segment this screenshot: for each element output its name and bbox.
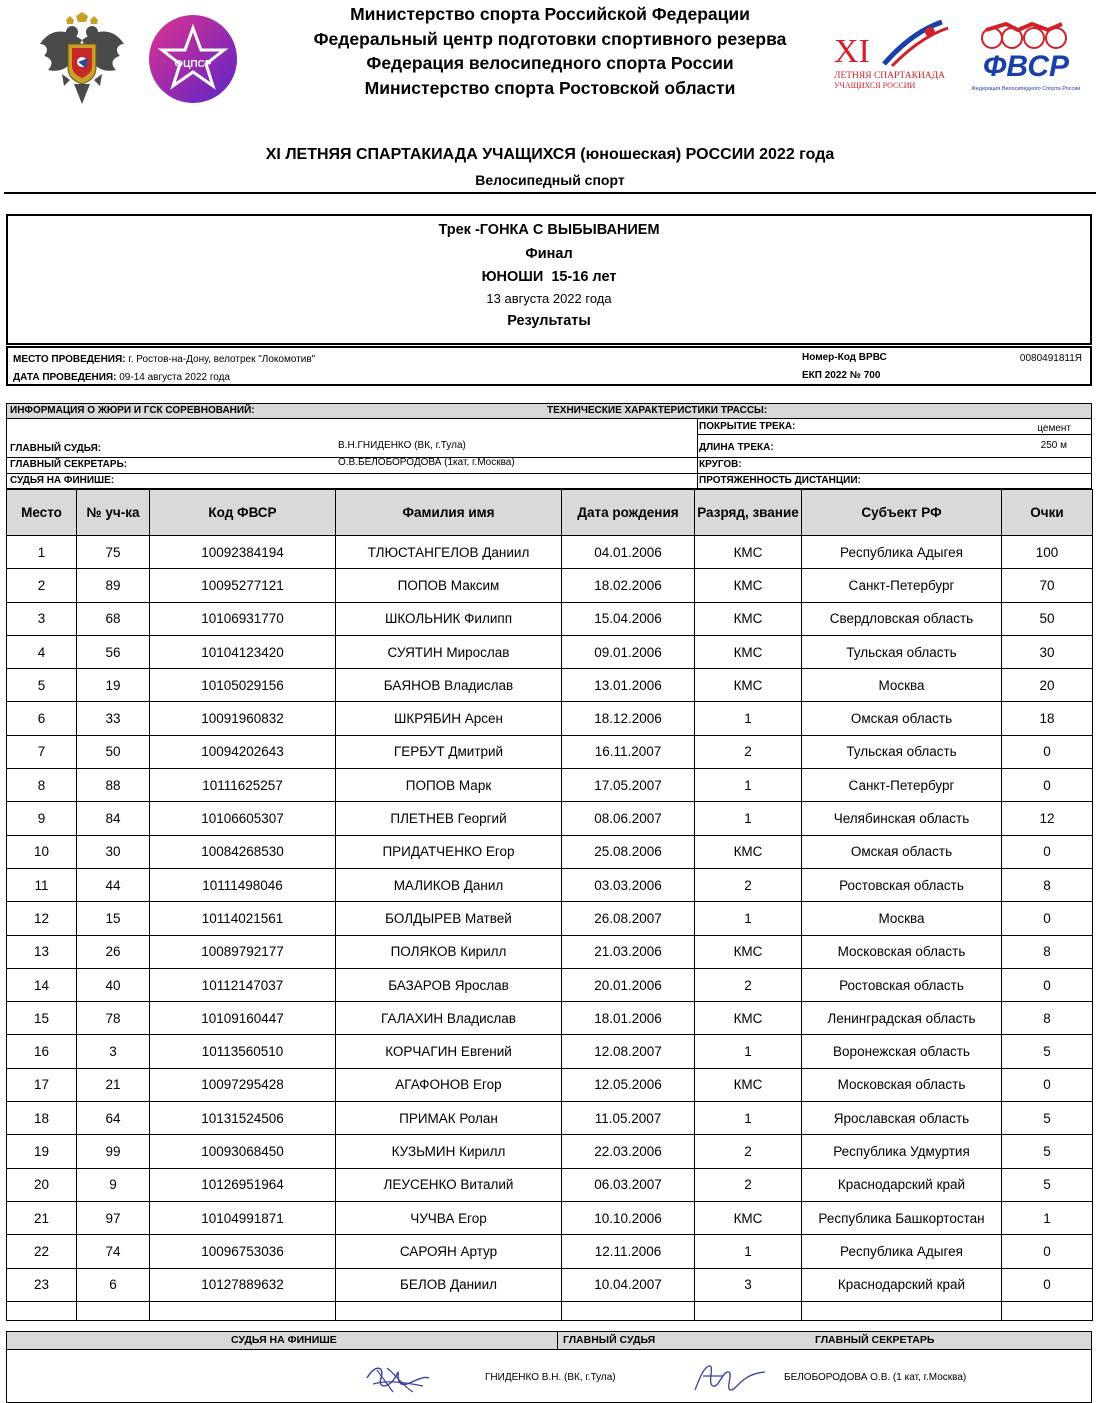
venue-date-label: ДАТА ПРОВЕДЕНИЯ: [13,372,117,383]
organizers [270,2,830,100]
cell-rank: 1 [695,1235,802,1268]
cell-full-name: БАЗАРОВ Ярослав [336,968,562,1001]
cell-fvsr-code: 10093068450 [150,1135,336,1168]
cell-fvsr-code: 10112147037 [150,968,336,1001]
track-header: ТЕХНИЧЕСКИЕ ХАРАКТЕРИСТИКИ ТРАССЫ: [547,405,768,416]
chief-secretary-signature [689,1360,769,1396]
cell-points: 30 [1002,635,1093,668]
empty-cell [336,1301,562,1320]
header-divider [4,192,1096,194]
cell-fvsr-code: 10092384194 [150,536,336,569]
jury-header: ИНФОРМАЦИЯ О ЖЮРИ И ГСК СОРЕВНОВАНИЙ: [10,405,255,416]
cell-full-name: БАЯНОВ Владислав [336,669,562,702]
cell-points: 20 [1002,669,1093,702]
table-row [7,1102,1093,1135]
cell-place: 4 [7,635,77,668]
cell-rank: 3 [695,1268,802,1301]
cell-region: Ярославская область [802,1102,1002,1135]
table-header-row [7,490,1093,536]
cell-bib: 99 [77,1135,150,1168]
empty-cell [77,1301,150,1320]
cell-full-name: БЕЛОВ Даниил [336,1268,562,1301]
cell-full-name: ШКРЯБИН Арсен [336,702,562,735]
cell-fvsr-code: 10114021561 [150,902,336,935]
fvsr-logo-caption: Федерация Велосипедного Спорта России [971,86,1081,92]
cell-region: Московская область [802,935,1002,968]
cell-fvsr-code: 10109160447 [150,1002,336,1035]
empty-cell [1002,1301,1093,1320]
cell-region: Санкт-Петербург [802,769,1002,802]
venue-place-label: МЕСТО ПРОВЕДЕНИЯ: [13,354,126,365]
chief-secretary-label: ГЛАВНЫЙ СЕКРЕТАРЬ: [10,459,128,470]
cell-full-name: ЛЕУСЕНКО Виталий [336,1168,562,1201]
table-row [7,569,1093,602]
cell-rank: КМС [695,669,802,702]
cell-region: Московская область [802,1068,1002,1101]
table-row [7,802,1093,835]
cell-points: 100 [1002,536,1093,569]
cell-bib: 84 [77,802,150,835]
cell-place: 6 [7,702,77,735]
cell-region: Республика Удмуртия [802,1135,1002,1168]
table-row [7,835,1093,868]
discipline-title: Трек -ГОНКА С ВЫБЫВАНИЕМ [438,222,660,238]
table-row [7,635,1093,668]
cell-bib: 89 [77,569,150,602]
spartakiada-logo-line1: ЛЕТНЯЯ СПАРТАКИАДА [834,71,946,81]
cell-bib: 74 [77,1235,150,1268]
cell-region: Омская область [802,702,1002,735]
cell-bib: 33 [77,702,150,735]
cell-birth-date: 10.04.2007 [562,1268,695,1301]
chief-judge-name: ГНИДЕНКО В.Н. (ВК, г.Тула) [485,1372,616,1383]
table-row [7,1201,1093,1234]
cell-rank: КМС [695,935,802,968]
cell-full-name: ПОПОВ Марк [336,769,562,802]
results-table [6,489,1093,1321]
cell-fvsr-code: 10131524506 [150,1102,336,1135]
cell-birth-date: 11.05.2007 [562,1102,695,1135]
cell-place: 2 [7,569,77,602]
cell-region: Республика Адыгея [802,536,1002,569]
cell-bib: 56 [77,635,150,668]
chief-secretary-value: О.В.БЕЛОБОРОДОВА (1кат, г.Москва) [338,457,515,468]
cell-points: 0 [1002,1235,1093,1268]
cell-bib: 50 [77,735,150,768]
cell-fvsr-code: 10113560510 [150,1035,336,1068]
info-line [7,473,1091,474]
ekp-label: ЕКП 2022 № 700 [802,370,881,381]
cell-birth-date: 03.03.2006 [562,868,695,901]
venue-place [13,354,315,365]
cell-place: 18 [7,1102,77,1135]
cell-points: 1 [1002,1201,1093,1234]
cell-points: 8 [1002,1002,1093,1035]
table-row [7,868,1093,901]
cell-place: 16 [7,1035,77,1068]
cell-points: 0 [1002,835,1093,868]
cell-points: 5 [1002,1135,1093,1168]
table-row [7,536,1093,569]
table-row [7,1135,1093,1168]
cell-fvsr-code: 10111625257 [150,769,336,802]
cell-birth-date: 22.03.2006 [562,1135,695,1168]
cell-region: Тульская область [802,735,1002,768]
cell-region: Краснодарский край [802,1268,1002,1301]
cell-birth-date: 17.05.2007 [562,769,695,802]
cell-bib: 75 [77,536,150,569]
column-header-points: Очки [1002,490,1093,536]
cell-full-name: ГАЛАХИН Владислав [336,1002,562,1035]
spartakiada-logo-roman: XI [834,33,870,70]
cell-full-name: СУЯТИН Мирослав [336,635,562,668]
cell-place: 1 [7,536,77,569]
laps-label: КРУГОВ: [699,459,742,470]
cell-rank: 1 [695,902,802,935]
finish-judge-label: СУДЬЯ НА ФИНИШЕ: [10,475,115,486]
cell-birth-date: 18.12.2006 [562,702,695,735]
cell-full-name: ПРИМАК Ролан [336,1102,562,1135]
signature-block [6,1331,1092,1403]
cell-fvsr-code: 10127889632 [150,1268,336,1301]
cell-birth-date: 13.01.2006 [562,669,695,702]
cell-rank: 2 [695,1168,802,1201]
cell-rank: 2 [695,868,802,901]
cell-region: Омская область [802,835,1002,868]
cell-region: Республика Башкортостан [802,1201,1002,1234]
cell-points: 70 [1002,569,1093,602]
column-header-rank: Разряд, звание [695,490,802,536]
cell-region: Краснодарский край [802,1168,1002,1201]
cell-points: 0 [1002,968,1093,1001]
spartakiada-logo [832,18,958,94]
cell-rank: КМС [695,1068,802,1101]
fvsr-logo [962,20,1090,96]
cell-rank: КМС [695,602,802,635]
table-row [7,935,1093,968]
cell-points: 5 [1002,1168,1093,1201]
chief-secretary-name: БЕЛОБОРОДОВА О.В. (1 кат, г.Москва) [784,1372,967,1383]
cell-fvsr-code: 10096753036 [150,1235,336,1268]
cell-place: 23 [7,1268,77,1301]
cell-bib: 26 [77,935,150,968]
cell-place: 7 [7,735,77,768]
cell-region: Республика Адыгея [802,1235,1002,1268]
cell-bib: 21 [77,1068,150,1101]
cell-region: Москва [802,669,1002,702]
cell-birth-date: 18.02.2006 [562,569,695,602]
cell-birth-date: 09.01.2006 [562,635,695,668]
table-row [7,669,1093,702]
cell-bib: 44 [77,868,150,901]
cell-place: 3 [7,602,77,635]
venue-date [13,372,230,383]
category-title: ЮНОШИ 15-16 лет [481,269,617,285]
length-value: 250 м [1040,440,1067,451]
cell-full-name: ПОПОВ Максим [336,569,562,602]
cell-region: Москва [802,902,1002,935]
cell-points: 5 [1002,1035,1093,1068]
table-row [7,1002,1093,1035]
table-row [7,735,1093,768]
cell-fvsr-code: 10111498046 [150,868,336,901]
cell-rank: КМС [695,569,802,602]
cell-birth-date: 12.05.2006 [562,1068,695,1101]
stage-title: Финал [525,246,573,262]
cell-region: Свердловская область [802,602,1002,635]
cell-rank: КМС [695,536,802,569]
cell-points: 8 [1002,935,1093,968]
cell-bib: 40 [77,968,150,1001]
cell-place: 22 [7,1235,77,1268]
column-header-fvsr-code: Код ФВСР [150,490,336,536]
table-row [7,1168,1093,1201]
table-row [7,1035,1093,1068]
cell-region: Ростовская область [802,968,1002,1001]
cell-fvsr-code: 10126951964 [150,1168,336,1201]
surface-label: ПОКРЫТИЕ ТРЕКА: [699,421,796,432]
cell-bib: 19 [77,669,150,702]
cell-place: 13 [7,935,77,968]
spartakiada-logo-line2: УЧАЩИХСЯ РОССИИ [834,81,916,90]
empty-cell [562,1301,695,1320]
cell-rank: 1 [695,769,802,802]
table-row [7,968,1093,1001]
cell-region: Санкт-Петербург [802,569,1002,602]
cell-birth-date: 04.01.2006 [562,536,695,569]
cell-points: 12 [1002,802,1093,835]
cell-place: 12 [7,902,77,935]
cell-points: 5 [1002,1102,1093,1135]
column-header-full-name: Фамилия имя [336,490,562,536]
event-title: XI ЛЕТНЯЯ СПАРТАКИАДА УЧАЩИХСЯ (юношеская) РОССИИ 2022 года [265,146,835,163]
cell-place: 10 [7,835,77,868]
cell-region: Ленинградская область [802,1002,1002,1035]
cell-full-name: АГАФОНОВ Егор [336,1068,562,1101]
table-row [7,1235,1093,1268]
cell-full-name: ПЛЕТНЕВ Георгий [336,802,562,835]
surface-value: цемент [1037,423,1071,434]
cell-fvsr-code: 10084268530 [150,835,336,868]
cell-fvsr-code: 10104991871 [150,1201,336,1234]
table-row [7,902,1093,935]
cell-points: 8 [1002,868,1093,901]
empty-cell [802,1301,1002,1320]
jury-track-info [6,403,1092,489]
cell-fvsr-code: 10091960832 [150,702,336,735]
cell-rank: КМС [695,635,802,668]
chief-secretary-sign-label: ГЛАВНЫЙ СЕКРЕТАРЬ [815,1334,935,1346]
cell-birth-date: 15.04.2006 [562,602,695,635]
cell-bib: 15 [77,902,150,935]
org-line-4: Министерство спорта Ростовской области [364,77,736,98]
cell-place: 14 [7,968,77,1001]
cell-points: 18 [1002,702,1093,735]
org-line-2: Федеральный центр подготовки спортивного резерва [313,28,787,49]
cell-fvsr-code: 10089792177 [150,935,336,968]
table-row [7,1068,1093,1101]
cell-birth-date: 26.08.2007 [562,902,695,935]
event-sport: Велосипедный спорт [475,172,625,188]
cell-fvsr-code: 10097295428 [150,1068,336,1101]
chief-judge-value: В.Н.ГНИДЕНКО (ВК, г.Тула) [338,440,466,451]
cell-full-name: КОРЧАГИН Евгений [336,1035,562,1068]
venue-date-value: 09-14 августа 2022 года [119,372,230,383]
cell-rank: 2 [695,968,802,1001]
cell-place: 19 [7,1135,77,1168]
cell-points: 0 [1002,769,1093,802]
cell-rank: 1 [695,1035,802,1068]
cell-region: Ростовская область [802,868,1002,901]
cell-place: 11 [7,868,77,901]
cell-fvsr-code: 10106605307 [150,802,336,835]
cell-birth-date: 20.01.2006 [562,968,695,1001]
signature-divider [557,1332,558,1349]
cell-full-name: БОЛДЫРЕВ Матвей [336,902,562,935]
fcpsr-logo-text: ФЦПСР [174,59,212,70]
cell-rank: 1 [695,802,802,835]
venue-box [6,346,1092,386]
cell-birth-date: 25.08.2006 [562,835,695,868]
column-header-birth-date: Дата рождения [562,490,695,536]
length-label: ДЛИНА ТРЕКА: [699,442,774,453]
table-row [7,602,1093,635]
cell-points: 0 [1002,1068,1093,1101]
column-header-bib: № уч-ка [77,490,150,536]
empty-cell [7,1301,77,1320]
chief-judge-sign-label: ГЛАВНЫЙ СУДЬЯ [563,1334,656,1346]
code-label: Номер-Код ВРВС [802,352,887,363]
cell-place: 20 [7,1168,77,1201]
cell-birth-date: 10.10.2006 [562,1201,695,1234]
cell-points: 50 [1002,602,1093,635]
venue-place-value: г. Ростов-на-Дону, велотрек "Локомотив" [128,354,316,365]
cell-bib: 78 [77,1002,150,1035]
cell-birth-date: 08.06.2007 [562,802,695,835]
info-line [697,434,1091,435]
cell-full-name: КУЗЬМИН Кирилл [336,1135,562,1168]
empty-cell [150,1301,336,1320]
russia-coat-of-arms-logo [36,10,128,106]
cell-bib: 9 [77,1168,150,1201]
cell-bib: 3 [77,1035,150,1068]
cell-rank: КМС [695,1201,802,1234]
cell-birth-date: 16.11.2007 [562,735,695,768]
signature-header-bar [7,1332,1091,1350]
chief-judge-signature [363,1358,433,1398]
cell-bib: 88 [77,769,150,802]
cell-bib: 6 [77,1268,150,1301]
empty-table-row [7,1301,1093,1320]
cell-full-name: САРОЯН Артур [336,1235,562,1268]
cell-bib: 30 [77,835,150,868]
cell-region: Тульская область [802,635,1002,668]
info-divider [697,418,698,488]
race-title-box [6,214,1092,345]
fcpsr-logo [146,14,240,104]
empty-cell [695,1301,802,1320]
cell-rank: 1 [695,1102,802,1135]
cell-fvsr-code: 10104123420 [150,635,336,668]
org-line-1: Министерство спорта Российской Федерации [350,4,750,24]
code-value: 0080491811Я [1019,353,1082,364]
cell-rank: 2 [695,1135,802,1168]
cell-region: Воронежская область [802,1035,1002,1068]
cell-birth-date: 21.03.2006 [562,935,695,968]
cell-place: 5 [7,669,77,702]
table-row [7,1268,1093,1301]
cell-points: 0 [1002,735,1093,768]
cell-full-name: ПРИДАТЧЕНКО Егор [336,835,562,868]
cell-rank: 2 [695,735,802,768]
cell-full-name: ГЕРБУТ Дмитрий [336,735,562,768]
cell-birth-date: 18.01.2006 [562,1002,695,1035]
cell-place: 9 [7,802,77,835]
cell-rank: 1 [695,702,802,735]
cell-full-name: ПОЛЯКОВ Кирилл [336,935,562,968]
cell-fvsr-code: 10106931770 [150,602,336,635]
cell-rank: КМС [695,1002,802,1035]
cell-points: 0 [1002,1268,1093,1301]
cell-bib: 68 [77,602,150,635]
cell-rank: КМС [695,835,802,868]
cell-full-name: ШКОЛЬНИК Филипп [336,602,562,635]
cell-place: 17 [7,1068,77,1101]
cell-full-name: МАЛИКОВ Данил [336,868,562,901]
cell-full-name: ЧУЧВА Егор [336,1201,562,1234]
cell-fvsr-code: 10105029156 [150,669,336,702]
race-date: 13 августа 2022 года [486,291,612,306]
cell-fvsr-code: 10094202643 [150,735,336,768]
finish-judge-sign-label: СУДЬЯ НА ФИНИШЕ [231,1334,337,1346]
chief-judge-label: ГЛАВНЫЙ СУДЬЯ: [10,443,102,454]
cell-points: 0 [1002,902,1093,935]
doc-type: Результаты [507,313,591,329]
cell-birth-date: 12.11.2006 [562,1235,695,1268]
cell-birth-date: 06.03.2007 [562,1168,695,1201]
cell-birth-date: 12.08.2007 [562,1035,695,1068]
distance-label: ПРОТЯЖЕННОСТЬ ДИСТАНЦИИ: [699,475,861,486]
table-row [7,702,1093,735]
cell-place: 21 [7,1201,77,1234]
cell-place: 15 [7,1002,77,1035]
column-header-region: Субъект РФ [802,490,1002,536]
column-header-place: Место [7,490,77,536]
cell-bib: 64 [77,1102,150,1135]
cell-bib: 97 [77,1201,150,1234]
fvsr-logo-text: ФВСР [982,50,1070,83]
table-row [7,769,1093,802]
cell-region: Челябинская область [802,802,1002,835]
cell-fvsr-code: 10095277121 [150,569,336,602]
cell-full-name: ТЛЮСТАНГЕЛОВ Даниил [336,536,562,569]
info-line [7,457,1091,458]
org-line-3: Федерация велосипедного спорта России [366,53,734,73]
cell-place: 8 [7,769,77,802]
